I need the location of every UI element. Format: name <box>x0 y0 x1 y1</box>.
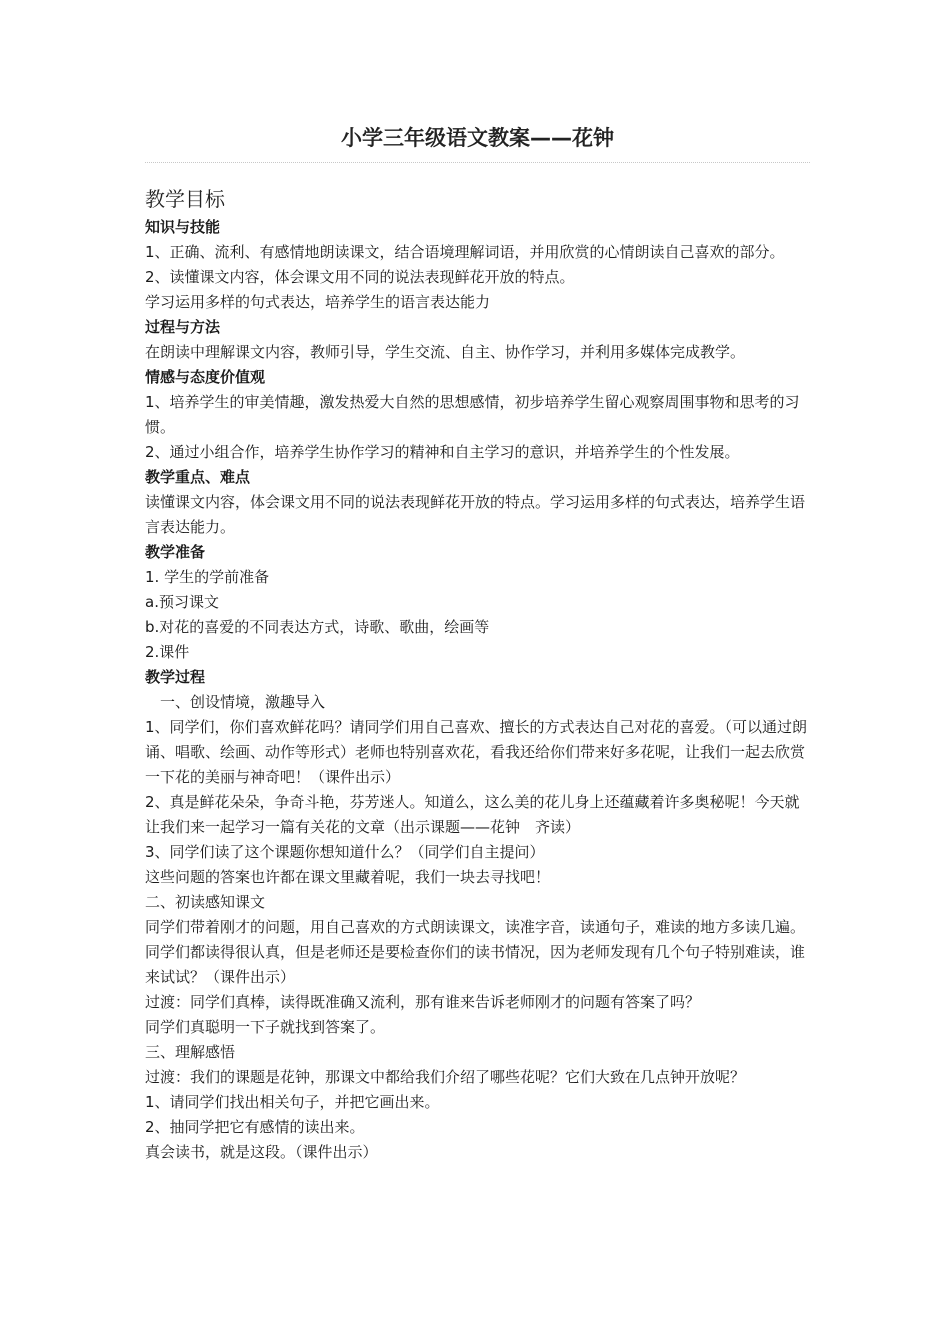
paragraph: 3、同学们读了这个课题你想知道什么？（同学们自主提问） <box>145 843 545 861</box>
title-divider <box>145 162 810 163</box>
paragraph: 这些问题的答案也许都在课文里藏着呢，我们一块去寻找吧！ <box>145 868 551 886</box>
subheading: 教学重点、难点 <box>145 468 251 486</box>
paragraph: 1、培养学生的审美情趣，激发热爱大自然的思想感情，初步培养学生留心观察周围事物和思考的习惯。 <box>145 393 800 436</box>
paragraph: 同学们都读得很认真，但是老师还是要检查你们的读书情况，因为老师发现有几个句子特别难读，谁来试试？（课件出示） <box>145 943 806 986</box>
paragraph: 二、初读感知课文 <box>145 893 266 911</box>
paragraph: 2.课件 <box>145 643 190 661</box>
paragraph: a.预习课文 <box>145 593 219 611</box>
paragraph: 2、读懂课文内容，体会课文用不同的说法表现鲜花开放的特点。 <box>145 268 575 286</box>
subheading: 知识与技能 <box>145 218 221 236</box>
document-title: 小学三年级语文教案——花钟 <box>341 126 614 150</box>
paragraph: 2、真是鲜花朵朵，争奇斗艳，芬芳迷人。知道么，这么美的花儿身上还蕴藏着许多奥秘呢！今天就让我们来一起学习一篇有关花的文章（出示课题——花钟 齐读） <box>145 793 800 836</box>
document-body <box>145 183 810 1165</box>
paragraph: 1、同学们，你们喜欢鲜花吗？请同学们用自己喜欢、擅长的方式表达自己对花的喜爱。（可以通过朗诵、唱歌、绘画、动作等形式）老师也特别喜欢花，看我还给你们带来好多花呢，让我们一起去欣赏一下花的美丽与神奇吧！（课件出示） <box>145 718 808 786</box>
paragraph: 真会读书，就是这段。（课件出示） <box>145 1143 378 1161</box>
section-heading: 教学目标 <box>145 187 225 211</box>
paragraph: 三、理解感悟 <box>145 1043 236 1061</box>
paragraph: 1. 学生的学前准备 <box>145 568 270 586</box>
paragraph: 读懂课文内容，体会课文用不同的说法表现鲜花开放的特点。学习运用多样的句式表达，培养学生语言表达能力。 <box>145 493 806 536</box>
paragraph: 过渡：同学们真棒，读得既准确又流利，那有谁来告诉老师刚才的问题有答案了吗？ <box>145 993 701 1011</box>
paragraph: 2、抽同学把它有感情的读出来。 <box>145 1118 365 1136</box>
subheading: 情感与态度价值观 <box>145 368 266 386</box>
document-page <box>145 118 810 1165</box>
paragraph: 1、请同学们找出相关句子，并把它画出来。 <box>145 1093 440 1111</box>
paragraph: 一、创设情境，激趣导入 <box>145 693 326 711</box>
subheading: 教学过程 <box>145 668 206 686</box>
paragraph-list <box>145 215 810 1165</box>
paragraph: 1、正确、流利、有感情地朗读课文，结合语境理解词语，并用欣赏的心情朗读自己喜欢的部分。 <box>145 243 785 261</box>
paragraph: 2、通过小组合作，培养学生协作学习的精神和自主学习的意识，并培养学生的个性发展。 <box>145 443 740 461</box>
paragraph: 过渡：我们的课题是花钟，那课文中都给我们介绍了哪些花呢？它们大致在几点钟开放呢？ <box>145 1068 746 1086</box>
paragraph: 学习运用多样的句式表达，培养学生的语言表达能力 <box>145 293 491 311</box>
paragraph: 在朗读中理解课文内容，教师引导，学生交流、自主、协作学习，并利用多媒体完成教学。 <box>145 343 746 361</box>
subheading: 过程与方法 <box>145 318 221 336</box>
paragraph: b.对花的喜爱的不同表达方式，诗歌、歌曲，绘画等 <box>145 618 490 636</box>
paragraph: 同学们带着刚才的问题，用自己喜欢的方式朗读课文，读准字音，读通句子，难读的地方多读几遍。 <box>145 918 806 936</box>
subheading: 教学准备 <box>145 543 206 561</box>
paragraph: 同学们真聪明一下子就找到答案了。 <box>145 1018 386 1036</box>
